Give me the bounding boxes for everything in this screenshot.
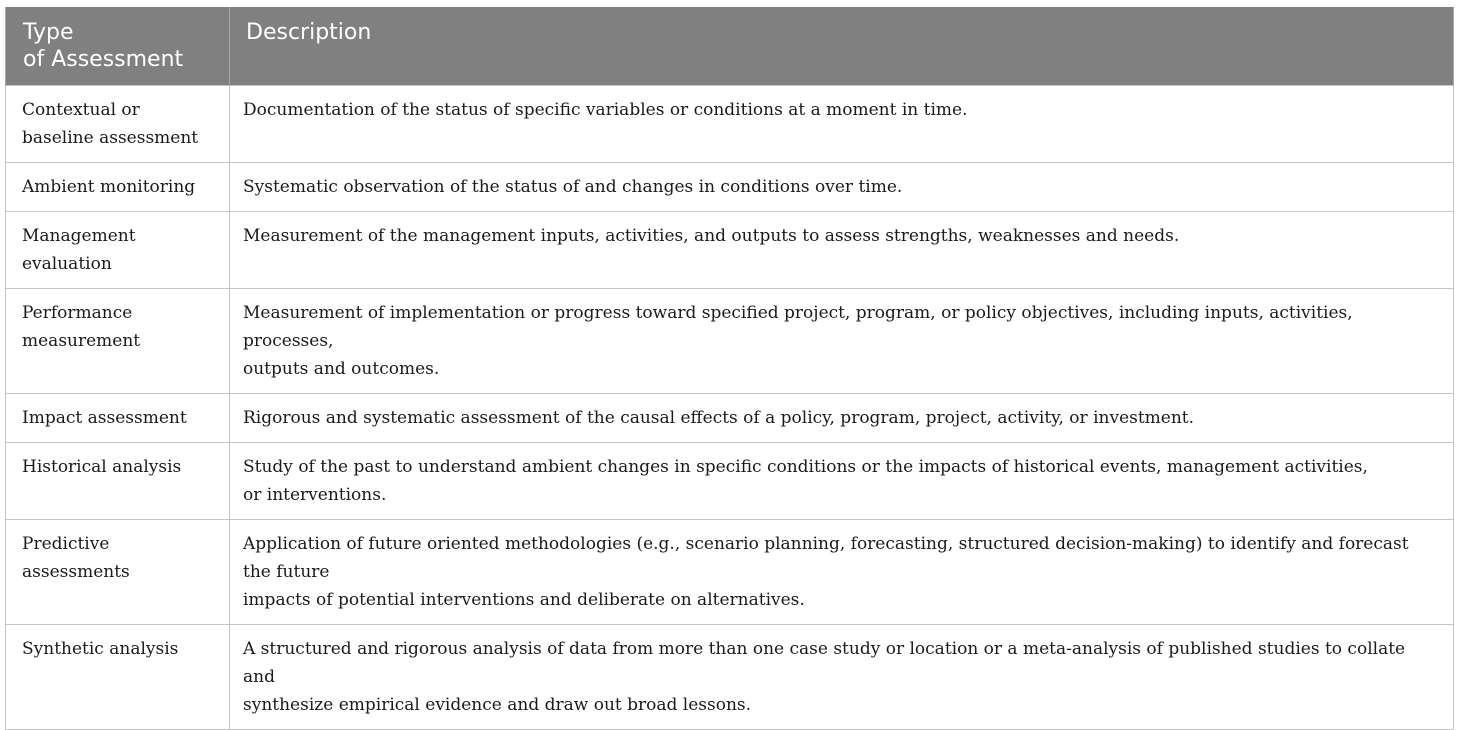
- type-cell: Contextual or baseline assessment: [6, 86, 230, 163]
- header-row: [6, 7, 1454, 86]
- table-row: [6, 394, 1454, 443]
- description-cell: Documentation of the status of specific variables or conditions at a moment in time.: [230, 86, 1454, 163]
- type-cell: Synthetic analysis: [6, 625, 230, 730]
- assessment-types-table: [5, 7, 1454, 730]
- table-row: [6, 289, 1454, 394]
- type-cell: Ambient monitoring: [6, 163, 230, 212]
- header-type-of-assessment: Type of Assessment: [6, 7, 230, 86]
- type-cell: Impact assessment: [6, 394, 230, 443]
- type-cell: Management evaluation: [6, 212, 230, 289]
- table-row: [6, 86, 1454, 163]
- description-cell: Systematic observation of the status of and changes in conditions over time.: [230, 163, 1454, 212]
- description-cell: Rigorous and systematic assessment of the causal effects of a policy, program, project, activity, or investment.: [230, 394, 1454, 443]
- type-cell: Historical analysis: [6, 443, 230, 520]
- description-cell: Application of future oriented methodologies (e.g., scenario planning, forecasting, structured decision-making) to identify and forecast the future impacts of potential interventions and deliberate on alternatives.: [230, 520, 1454, 625]
- description-cell: Measurement of implementation or progress toward specified project, program, or policy objectives, including inputs, activities, processes, outputs and outcomes.: [230, 289, 1454, 394]
- table-header: [6, 7, 1454, 86]
- header-description: Description: [230, 7, 1454, 86]
- type-cell: Predictive assessments: [6, 520, 230, 625]
- table-row: [6, 520, 1454, 625]
- table-row: [6, 443, 1454, 520]
- assessment-types-table-container: [5, 7, 1453, 730]
- table-row: [6, 625, 1454, 730]
- table-row: [6, 163, 1454, 212]
- table-body: [6, 86, 1454, 730]
- description-cell: Measurement of the management inputs, activities, and outputs to assess strengths, weaknesses and needs.: [230, 212, 1454, 289]
- description-cell: Study of the past to understand ambient changes in specific conditions or the impacts of historical events, management activities, or interventions.: [230, 443, 1454, 520]
- description-cell: A structured and rigorous analysis of data from more than one case study or location or a meta-analysis of published studies to collate and synthesize empirical evidence and draw out broad lessons.: [230, 625, 1454, 730]
- type-cell: Performance measurement: [6, 289, 230, 394]
- table-row: [6, 212, 1454, 289]
